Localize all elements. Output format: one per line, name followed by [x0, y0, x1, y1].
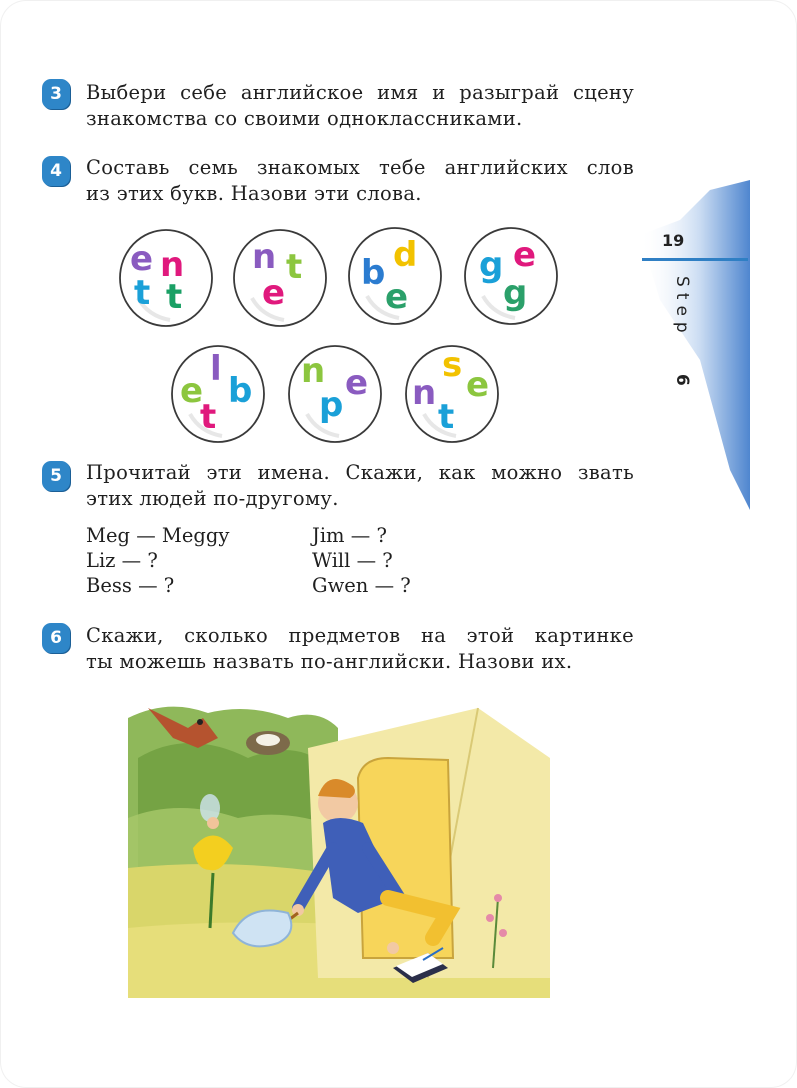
names-row: [86, 573, 486, 598]
name-pair: Jim — ?: [312, 524, 387, 547]
exercise-4-text: [86, 155, 634, 207]
bubble-letter: e: [513, 235, 537, 275]
bubble-letter: e: [262, 273, 286, 313]
step-number: 6: [672, 374, 692, 386]
bubble-letter: g: [503, 273, 528, 313]
name-pair: Meg — Meggy: [86, 524, 230, 547]
camping-illustration: [128, 698, 550, 998]
letter-bubble: [170, 344, 266, 444]
bubble-letter: t: [200, 397, 217, 437]
names-row: [86, 548, 486, 573]
exercise-line: из этих букв. Назови эти слова.: [86, 182, 422, 205]
bubble-letter: n: [412, 373, 437, 413]
bubble-letter: g: [479, 245, 504, 285]
bubble-letter: p: [319, 385, 344, 425]
letter-bubble: [287, 344, 383, 444]
exercise-3-text: [86, 80, 634, 132]
bubble-letter: e: [385, 277, 409, 317]
bubble-letter: n: [160, 245, 185, 285]
side-tab: [640, 180, 750, 510]
exercise-line: Выбери себе английское имя и разыграй сцену: [86, 81, 634, 104]
bubble-letter: t: [286, 247, 303, 287]
bubble-letter: t: [166, 277, 183, 317]
names-table: [86, 523, 486, 598]
bubble-letter: b: [228, 371, 253, 411]
bubble-letter: n: [301, 351, 326, 391]
bubble-letter: e: [466, 365, 490, 405]
bubble-letter: t: [438, 397, 455, 437]
bubble-letter: t: [134, 273, 151, 313]
letter-bubble: [347, 226, 443, 326]
step-label: Step: [672, 276, 692, 339]
bubble-letter: n: [252, 237, 277, 277]
bubble-letter: e: [130, 239, 154, 279]
bubble-letter: d: [393, 235, 418, 275]
exercise-number: 4: [42, 156, 70, 186]
exercise-line: ты можешь назвать по-английски. Назови их.: [86, 650, 573, 673]
name-pair: Gwen — ?: [312, 574, 411, 597]
name-pair: Bess — ?: [86, 574, 175, 597]
name-pair: Liz — ?: [86, 549, 158, 572]
letter-bubble: [118, 228, 214, 328]
exercise-line: Прочитай эти имена. Скажи, как можно звать: [86, 461, 634, 484]
bubble-letter: b: [361, 253, 386, 293]
exercise-line: этих людей по-другому.: [86, 487, 339, 510]
letter-bubble: [404, 344, 500, 444]
exercise-line: Скажи, сколько предметов на этой картинке: [86, 624, 634, 647]
exercise-number: 3: [42, 79, 70, 109]
exercise-number: 6: [42, 623, 70, 653]
name-pair: Will — ?: [312, 549, 393, 572]
bubble-letter: e: [345, 363, 369, 403]
letter-bubble: [232, 228, 328, 328]
bubble-letter: e: [180, 371, 204, 411]
exercise-number: 5: [42, 461, 70, 491]
page-number: 19: [662, 231, 685, 250]
bubble-letter: s: [442, 345, 463, 385]
exercise-5-text: [86, 460, 634, 512]
exercise-line: Составь семь знакомых тебе английских слов: [86, 156, 634, 179]
exercise-line: знакомства со своими одноклассниками.: [86, 107, 523, 130]
exercise-6-text: [86, 623, 634, 675]
letter-bubble: [463, 226, 559, 326]
bubble-letter: l: [210, 349, 222, 389]
names-row: [86, 523, 486, 548]
tab-rule: [642, 258, 748, 261]
